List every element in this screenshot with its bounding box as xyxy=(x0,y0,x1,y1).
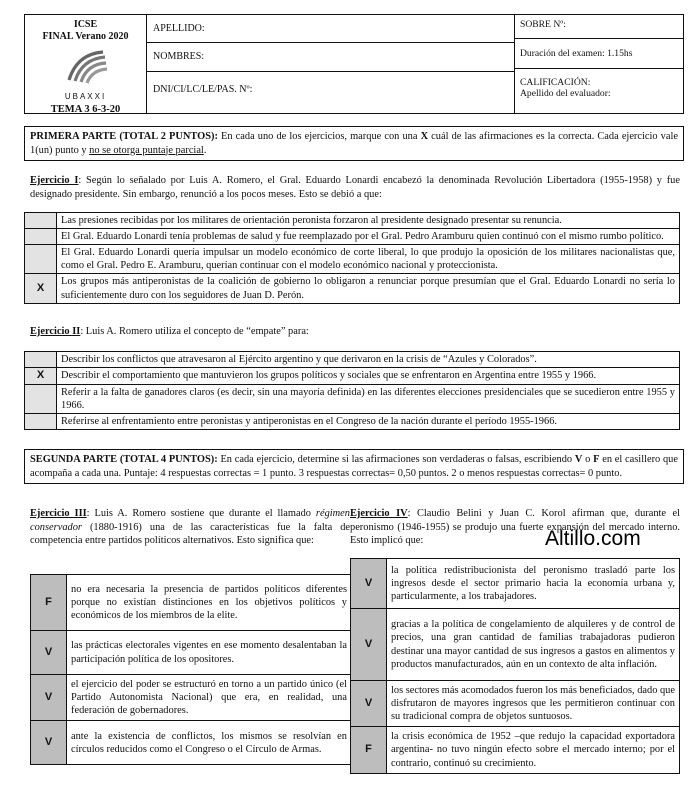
ej2-text: : Luis A. Romero utiliza el concepto de “empate” para: xyxy=(80,326,309,337)
ej3-prompt: Ejercicio III: Luis A. Romero sostiene que durante el llamado régimen conservador (1880-1916) una de las características fue la falta de competencia entre partidos políticos alternativos. Esto significa que: xyxy=(30,508,350,547)
sobre-field: SOBRE Nº: xyxy=(515,15,683,39)
option-text: las prácticas electorales vigentes en ese momento desalentaban la participación política de los opositores. xyxy=(67,631,352,675)
ej3-label: Ejercicio III xyxy=(30,508,87,519)
answer-box[interactable]: V xyxy=(351,681,387,727)
option-text: ante la existencia de conflictos, los mismos se resolvían en círculos reducidos como el Congreso o el Círculo de Armas. xyxy=(67,721,352,765)
option-text: Describir los conflictos que atravesaron al Ejército argentino y que derivaron en la crisis de “Azules y Colorados”. xyxy=(57,352,680,368)
table-row xyxy=(351,681,680,727)
answer-box[interactable] xyxy=(25,352,57,368)
ej3-table xyxy=(30,574,352,765)
calificacion-field xyxy=(515,69,683,113)
table-row xyxy=(31,675,352,721)
table-row xyxy=(351,609,680,681)
table-row xyxy=(25,352,680,368)
answer-box[interactable]: F xyxy=(351,727,387,773)
option-text: gracias a la política de congelamiento de alquileres y de control de precios, una gran cantidad de familias trabajadoras pudieron destinar una mayor cantidad de sus ingresos a gastos en alimentos y productos manufacturados, aún en un contexto de alta inflación. xyxy=(387,609,680,681)
dni-field: DNI/CI/LC/LE/PAS. Nº: xyxy=(153,83,253,95)
part2-instructions: SEGUNDA PARTE (TOTAL 4 PUNTOS): En cada ejercicio, determine si las afirmaciones son verdaderas o falsas, escribiendo V o F en el casillero que acompaña a cada una. Puntaje: 4 respuestas correctas = 1 punto. 3 respuestas correctas= 0,50 puntos. 2 o menos respuestas correctas= 0 punto. xyxy=(24,449,684,484)
ej1-text: : Según lo señalado por Luis A. Romero, el Gral. Eduardo Lonardi encabezó la denominada Revolución Libertadora (1955-1958) y fue designado presidente. Sin embargo, renunció a los pocos meses. Esto se debió a que: xyxy=(30,175,680,200)
ej1-prompt xyxy=(30,174,680,201)
option-text: Referir a la falta de ganadores claros (es decir, sin una mayoría definida) en las diferentes elecciones presidenciales que se sucedieron entre 1955 y 1966. xyxy=(57,384,680,413)
ubaxxi-logo-icon xyxy=(63,48,109,86)
ej2-prompt xyxy=(30,325,680,339)
answer-box[interactable] xyxy=(25,213,57,229)
answer-box[interactable]: X xyxy=(25,368,57,385)
exam-header xyxy=(24,14,684,114)
table-row xyxy=(351,559,680,609)
answer-box[interactable]: V xyxy=(351,559,387,609)
option-text: los sectores más acomodados fueron los más beneficiados, dado que disfrutaron de mayores ingresos que les permitieron continuar con su tradicional compra de objetos suntuosos. xyxy=(387,681,680,727)
option-text: la política redistribucionista del peronismo trasladó parte los ingresos desde el sector primario hacia la economía urbana y, particularmente, a los trabajadores. xyxy=(387,559,680,609)
option-text: El Gral. Eduardo Lonardi quería impulsar un modelo económico de corte liberal, lo que produjo la oposición de los militares nacionalistas que, como el Gral. Pedro E. Aramburu, querían continuar con el modelo económico nacional y proteccionista. xyxy=(57,245,680,274)
calificacion-label: CALIFICACIÓN: xyxy=(520,77,591,88)
header-student-fields xyxy=(147,15,515,113)
answer-box[interactable]: F xyxy=(31,575,67,631)
answer-box[interactable]: V xyxy=(31,631,67,675)
option-text: Describir el comportamiento que mantuvieron los grupos políticos y sociales que se enfrentaron en Argentina entre 1955 y 1966. xyxy=(57,368,680,385)
answer-box[interactable]: V xyxy=(351,609,387,681)
option-text: Los grupos más antiperonistas de la coalición de gobierno lo obligaron a renunciar porque presumían que el Gral. Eduardo Lonardi no sería lo suficientemente duro con los seguidores de Juan D. Perón. xyxy=(57,274,680,303)
part2-v: V xyxy=(574,454,583,465)
nombres-field: NOMBRES: xyxy=(147,43,514,71)
answer-box[interactable] xyxy=(25,384,57,413)
ej4-prompt: Ejercicio IV: Claudio Belini y Juan C. Korol afirman que, durante el peronismo (1946-1955) se produjo una fuerte expansión del mercado interno. Esto implicó que: xyxy=(350,508,681,547)
part1-no-partial: no se otorga puntaje parcial xyxy=(89,144,204,156)
institution-line2: FINAL Verano 2020 xyxy=(42,30,129,42)
table-row xyxy=(25,274,680,303)
table-row xyxy=(31,721,352,765)
part1-text2: cuál de las afirmaciones es la correcta. Cada ejercicio vale 1(un) punto y xyxy=(30,131,678,156)
option-text: la crisis económica de 1952 –que redujo la capacidad exportadora argentina- no tuvo ningún efecto sobre el mercado interno; por el contrario, continuó su crecimiento. xyxy=(387,727,680,773)
table-row xyxy=(351,727,680,773)
evaluador-label: Apellido del evaluador: xyxy=(520,88,611,100)
institution-line1: ICSE xyxy=(73,19,98,30)
answer-box[interactable]: X xyxy=(25,274,57,303)
ej2-table xyxy=(24,351,680,430)
table-row xyxy=(25,245,680,274)
regimen-conservador: régimen conservador xyxy=(30,508,350,533)
answer-box[interactable]: V xyxy=(31,721,67,765)
logo-text: UBAXXI xyxy=(64,91,107,101)
table-row xyxy=(31,631,352,675)
part2-f: F xyxy=(593,454,600,465)
answer-box[interactable] xyxy=(25,414,57,430)
part1-instructions: PRIMERA PARTE (TOTAL 2 PUNTOS): En cada uno de los ejercicios, marque con una X cuál de las afirmaciones es la correcta. Cada ejercicio vale 1(un) punto y no se otorga puntaje parcial. xyxy=(24,126,684,161)
part1-title: PRIMERA PARTE (TOTAL 2 PUNTOS): xyxy=(30,131,218,142)
part2-title: SEGUNDA PARTE (TOTAL 4 PUNTOS): xyxy=(30,454,218,465)
ej1-table xyxy=(24,212,680,304)
ej4-label: Ejercicio IV xyxy=(350,508,408,519)
ej1-label: Ejercicio I xyxy=(30,175,79,186)
answer-box[interactable] xyxy=(25,245,57,274)
tema-label: TEMA 3 6-3-20 xyxy=(50,104,121,116)
part1-x-mark: X xyxy=(420,131,429,142)
header-exam-info xyxy=(515,15,683,113)
option-text: no era necesaria la presencia de partidos políticos diferentes porque no existían distinciones en los objetivos políticos y económicos de los miembros de la elite. xyxy=(67,575,352,631)
answer-box[interactable] xyxy=(25,229,57,245)
option-text: el ejercicio del poder se estructuró en torno a un partido único (el Partido Autonomista Nacional) que era, en realidad, una federación de gobernadores. xyxy=(67,675,352,721)
option-text: El Gral. Eduardo Lonardi tenía problemas de salud y fue reemplazado por el Gral. Pedro Aramburu quien continuó con el mismo rumbo político. xyxy=(57,229,680,245)
table-row xyxy=(25,229,680,245)
option-text: Referirse al enfrentamiento entre peronistas y antiperonistas en el Congreso de la nación durante el período 1955-1966. xyxy=(57,414,680,430)
apellido-field: APELLIDO: xyxy=(147,15,514,43)
ej4-table xyxy=(350,558,680,774)
ej2-label: Ejercicio II xyxy=(30,326,81,337)
part1-text1: En cada uno de los ejercicios, marque con una xyxy=(217,131,421,142)
table-row xyxy=(25,213,680,229)
duracion-field: Duración del examen: 1.15hs xyxy=(515,39,683,69)
table-row xyxy=(25,368,680,385)
altillo-watermark: Altillo.com xyxy=(545,527,641,550)
table-row xyxy=(25,384,680,413)
answer-box[interactable]: V xyxy=(31,675,67,721)
option-text: Las presiones recibidas por los militares de orientación peronista forzaron al presidente designado presentar su renuncia. xyxy=(57,213,680,229)
table-row xyxy=(25,414,680,430)
header-logo-cell xyxy=(25,15,147,116)
table-row xyxy=(31,575,352,631)
